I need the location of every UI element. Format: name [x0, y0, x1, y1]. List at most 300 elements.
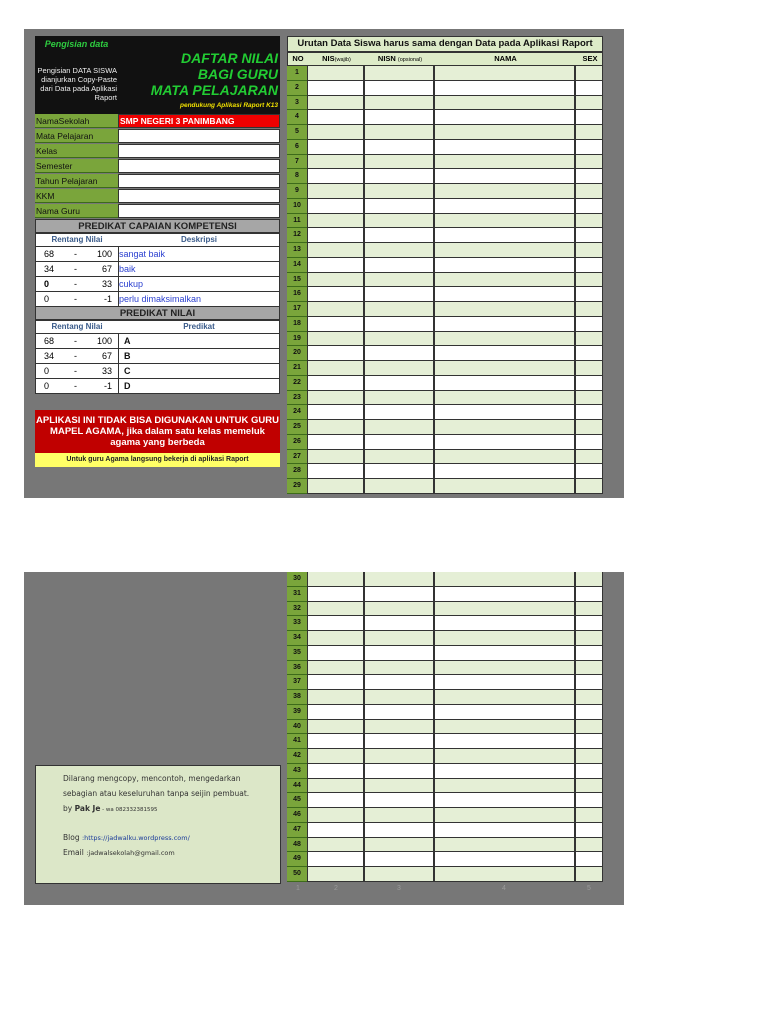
nis-cell[interactable]	[307, 661, 364, 676]
nisn-cell[interactable]	[364, 317, 434, 332]
nisn-cell[interactable]	[364, 125, 434, 140]
nis-cell[interactable]	[307, 690, 364, 705]
nama-cell[interactable]	[434, 214, 575, 229]
email-line	[63, 846, 175, 860]
range-dash: -	[74, 366, 77, 376]
sex-cell[interactable]	[575, 258, 603, 273]
range-dash: -	[74, 264, 77, 274]
nisn-cell[interactable]	[364, 391, 434, 406]
range-from: 0	[44, 279, 50, 289]
row-number: 13	[287, 243, 307, 258]
nisn-cell[interactable]	[364, 420, 434, 435]
sex-cell[interactable]	[575, 125, 603, 140]
nis-cell[interactable]	[307, 646, 364, 661]
nama-cell[interactable]	[434, 199, 575, 214]
sex-cell[interactable]	[575, 838, 603, 853]
table-row	[287, 675, 603, 690]
row-number: 17	[287, 302, 307, 317]
nama-cell[interactable]	[434, 391, 575, 406]
nama-cell[interactable]	[434, 705, 575, 720]
nisn-cell[interactable]	[364, 450, 434, 465]
table-row	[287, 450, 603, 465]
row-number: 20	[287, 346, 307, 361]
sex-cell[interactable]	[575, 616, 603, 631]
nama-cell[interactable]	[434, 228, 575, 243]
sex-cell[interactable]	[575, 779, 603, 794]
row-number: 32	[287, 602, 307, 617]
blog-line	[63, 831, 190, 845]
nis-cell[interactable]	[307, 214, 364, 229]
sex-cell[interactable]	[575, 199, 603, 214]
nisn-cell[interactable]	[364, 273, 434, 288]
nama-cell[interactable]	[434, 81, 575, 96]
nisn-cell[interactable]	[364, 631, 434, 646]
sex-cell[interactable]	[575, 346, 603, 361]
nis-cell[interactable]	[307, 720, 364, 735]
nis-cell[interactable]	[307, 420, 364, 435]
nis-cell[interactable]	[307, 287, 364, 302]
sex-cell[interactable]	[575, 572, 603, 587]
capaian-row	[35, 292, 280, 307]
sex-cell[interactable]	[575, 450, 603, 465]
range-description: sangat baik	[119, 249, 166, 259]
nama-cell[interactable]	[434, 450, 575, 465]
range-dash: -	[74, 294, 77, 304]
table-row	[287, 823, 603, 838]
nama-cell[interactable]	[434, 779, 575, 794]
sex-cell[interactable]	[575, 302, 603, 317]
nisn-cell[interactable]	[364, 243, 434, 258]
sex-cell[interactable]	[575, 734, 603, 749]
nis-cell[interactable]	[307, 572, 364, 587]
table-row	[287, 361, 603, 376]
sex-cell[interactable]	[575, 228, 603, 243]
row-number: 48	[287, 838, 307, 853]
nisn-cell[interactable]	[364, 705, 434, 720]
nisn-cell[interactable]	[364, 823, 434, 838]
nilai-header	[35, 320, 280, 334]
table-row	[287, 317, 603, 332]
row-number: 5	[287, 125, 307, 140]
nis-cell[interactable]	[307, 450, 364, 465]
nis-cell[interactable]	[307, 273, 364, 288]
form-row-kelas	[35, 144, 280, 158]
sex-cell[interactable]	[575, 690, 603, 705]
nama-cell[interactable]	[434, 405, 575, 420]
nisn-cell[interactable]	[364, 661, 434, 676]
nis-cell[interactable]	[307, 808, 364, 823]
range-dash: -	[74, 336, 77, 346]
nama-cell[interactable]	[434, 155, 575, 170]
divider	[118, 379, 119, 393]
sex-cell[interactable]	[575, 273, 603, 288]
form-value-kkm[interactable]	[118, 189, 280, 203]
row-number: 35	[287, 646, 307, 661]
sex-cell[interactable]	[575, 793, 603, 808]
nis-cell[interactable]	[307, 66, 364, 81]
nis-cell[interactable]	[307, 243, 364, 258]
nis-cell[interactable]	[307, 779, 364, 794]
nama-cell[interactable]	[434, 376, 575, 391]
nama-cell[interactable]	[434, 838, 575, 853]
nisn-cell[interactable]	[364, 852, 434, 867]
table-row	[287, 420, 603, 435]
sex-cell[interactable]	[575, 420, 603, 435]
sex-cell[interactable]	[575, 140, 603, 155]
table-row	[287, 346, 603, 361]
table-row	[287, 720, 603, 735]
form-value-kelas[interactable]	[118, 144, 280, 158]
row-number: 40	[287, 720, 307, 735]
nisn-cell[interactable]	[364, 808, 434, 823]
row-number: 15	[287, 273, 307, 288]
nisn-cell[interactable]	[364, 749, 434, 764]
copyright-line-2: sebagian atau keseluruhan tanpa seijin pembuat.	[63, 789, 250, 798]
nama-cell[interactable]	[434, 125, 575, 140]
nis-cell[interactable]	[307, 140, 364, 155]
nama-cell[interactable]	[434, 572, 575, 587]
nama-cell[interactable]	[434, 661, 575, 676]
divider	[118, 349, 119, 363]
row-number: 16	[287, 287, 307, 302]
nis-cell[interactable]	[307, 479, 364, 494]
nama-cell[interactable]	[434, 332, 575, 347]
nis-cell[interactable]	[307, 346, 364, 361]
pengisian-title: Pengisian data	[44, 39, 109, 49]
nisn-cell[interactable]	[364, 96, 434, 111]
nisn-cell[interactable]	[364, 169, 434, 184]
range-to: 67	[101, 264, 112, 274]
nis-cell[interactable]	[307, 96, 364, 111]
sex-cell[interactable]	[575, 720, 603, 735]
table-row	[287, 184, 603, 199]
nis-cell[interactable]	[307, 823, 364, 838]
nisn-cell[interactable]	[364, 587, 434, 602]
form-value-tahun[interactable]	[118, 174, 280, 188]
nis-cell[interactable]	[307, 81, 364, 96]
row-number: 39	[287, 705, 307, 720]
sex-cell[interactable]	[575, 66, 603, 81]
nis-cell[interactable]	[307, 405, 364, 420]
table-row	[287, 81, 603, 96]
nama-cell[interactable]	[434, 273, 575, 288]
form-value-sekolah[interactable]: SMP NEGERI 3 PANIMBANG	[118, 114, 280, 128]
sex-cell[interactable]	[575, 376, 603, 391]
nisn-cell[interactable]	[364, 155, 434, 170]
table-row	[287, 302, 603, 317]
sex-cell[interactable]	[575, 587, 603, 602]
nama-cell[interactable]	[434, 243, 575, 258]
table-row	[287, 405, 603, 420]
nisn-cell[interactable]	[364, 376, 434, 391]
nisn-cell[interactable]	[364, 616, 434, 631]
sex-cell[interactable]	[575, 287, 603, 302]
nis-cell[interactable]	[307, 125, 364, 140]
sex-cell[interactable]	[575, 405, 603, 420]
nis-cell[interactable]	[307, 169, 364, 184]
row-number: 26	[287, 435, 307, 450]
range-from: 0	[44, 366, 50, 376]
sex-cell[interactable]	[575, 332, 603, 347]
sex-cell[interactable]	[575, 184, 603, 199]
row-number: 19	[287, 332, 307, 347]
nisn-cell[interactable]	[364, 602, 434, 617]
nama-cell[interactable]	[434, 140, 575, 155]
title-line-3: MATA PELAJARAN	[150, 82, 278, 98]
sex-cell[interactable]	[575, 602, 603, 617]
nama-cell[interactable]	[434, 346, 575, 361]
nisn-cell[interactable]	[364, 720, 434, 735]
divider	[118, 334, 119, 348]
nis-cell[interactable]	[307, 332, 364, 347]
nisn-cell[interactable]	[364, 764, 434, 779]
nis-cell[interactable]	[307, 361, 364, 376]
sex-cell[interactable]	[575, 867, 603, 882]
author-name: Pak Je	[74, 804, 101, 813]
nama-cell[interactable]	[434, 184, 575, 199]
sex-cell[interactable]	[575, 464, 603, 479]
table-row	[287, 155, 603, 170]
sex-cell[interactable]	[575, 661, 603, 676]
sex-cell[interactable]	[575, 808, 603, 823]
nisn-cell[interactable]	[364, 690, 434, 705]
table-row	[287, 852, 603, 867]
row-number: 1	[287, 66, 307, 81]
email-value[interactable]: :jadwalsekolah@gmail.com	[86, 849, 175, 857]
column-number: 3	[397, 885, 401, 892]
sex-cell[interactable]	[575, 479, 603, 494]
nisn-cell[interactable]	[364, 140, 434, 155]
nama-cell[interactable]	[434, 587, 575, 602]
sex-cell[interactable]	[575, 391, 603, 406]
nama-cell[interactable]	[434, 720, 575, 735]
nisn-cell[interactable]	[364, 228, 434, 243]
by-prefix: by	[63, 804, 75, 813]
nisn-cell[interactable]	[364, 435, 434, 450]
nisn-cell[interactable]	[364, 793, 434, 808]
range-from: 0	[44, 381, 50, 391]
nama-cell[interactable]	[434, 616, 575, 631]
sex-cell[interactable]	[575, 96, 603, 111]
nis-cell[interactable]	[307, 317, 364, 332]
form-row-kkm	[35, 189, 280, 203]
author-line	[63, 802, 158, 817]
nis-cell[interactable]	[307, 749, 364, 764]
nama-cell[interactable]	[434, 66, 575, 81]
nisn-cell[interactable]	[364, 464, 434, 479]
nis-cell[interactable]	[307, 705, 364, 720]
copyright-box	[35, 765, 281, 884]
title-subtitle: pendukung Aplikasi Raport K13	[180, 102, 278, 109]
nis-cell[interactable]	[307, 155, 364, 170]
table-row	[287, 464, 603, 479]
nis-cell[interactable]	[307, 110, 364, 125]
nis-cell[interactable]	[307, 867, 364, 882]
nama-cell[interactable]	[434, 258, 575, 273]
nilai-row	[35, 364, 280, 379]
nama-cell[interactable]	[434, 435, 575, 450]
row-number: 49	[287, 852, 307, 867]
title-line-2: BAGI GURU	[197, 66, 278, 82]
sex-cell[interactable]	[575, 155, 603, 170]
nama-cell[interactable]	[434, 852, 575, 867]
row-number: 46	[287, 808, 307, 823]
nisn-cell[interactable]	[364, 361, 434, 376]
nis-cell[interactable]	[307, 764, 364, 779]
header-nisn	[365, 53, 435, 66]
sex-cell[interactable]	[575, 749, 603, 764]
table-row	[287, 631, 603, 646]
nis-cell[interactable]	[307, 616, 364, 631]
nis-cell[interactable]	[307, 793, 364, 808]
nisn-cell[interactable]	[364, 214, 434, 229]
nisn-cell[interactable]	[364, 405, 434, 420]
nis-cell[interactable]	[307, 376, 364, 391]
predikat-value: B	[124, 351, 131, 361]
table-row	[287, 258, 603, 273]
row-number: 27	[287, 450, 307, 465]
nama-cell[interactable]	[434, 464, 575, 479]
range-to: 100	[96, 336, 112, 346]
nama-cell[interactable]	[434, 646, 575, 661]
form-label: KKM	[35, 189, 118, 203]
nilai-row	[35, 334, 280, 349]
nisn-cell[interactable]	[364, 734, 434, 749]
form-value-semester[interactable]	[118, 159, 280, 173]
nama-cell[interactable]	[434, 749, 575, 764]
sex-cell[interactable]	[575, 243, 603, 258]
sex-cell[interactable]	[575, 110, 603, 125]
nama-cell[interactable]	[434, 110, 575, 125]
form-row-guru	[35, 204, 280, 218]
nama-cell[interactable]	[434, 631, 575, 646]
range-from: 0	[44, 294, 50, 304]
sex-cell[interactable]	[575, 317, 603, 332]
nisn-cell[interactable]	[364, 81, 434, 96]
nisn-cell[interactable]	[364, 779, 434, 794]
nama-cell[interactable]	[434, 302, 575, 317]
nama-cell[interactable]	[434, 361, 575, 376]
nis-cell[interactable]	[307, 391, 364, 406]
nisn-cell[interactable]	[364, 184, 434, 199]
nis-cell[interactable]	[307, 631, 364, 646]
form-value-mapel[interactable]	[118, 129, 280, 143]
nisn-cell[interactable]	[364, 479, 434, 494]
nisn-cell[interactable]	[364, 110, 434, 125]
nisn-cell[interactable]	[364, 332, 434, 347]
nisn-cell[interactable]	[364, 838, 434, 853]
header-nis-label: NIS	[322, 54, 335, 63]
sex-cell[interactable]	[575, 631, 603, 646]
sex-cell[interactable]	[575, 646, 603, 661]
nama-cell[interactable]	[434, 287, 575, 302]
form-row-tahun	[35, 174, 280, 188]
nis-cell[interactable]	[307, 302, 364, 317]
nisn-cell[interactable]	[364, 675, 434, 690]
nama-cell[interactable]	[434, 420, 575, 435]
sex-cell[interactable]	[575, 852, 603, 867]
nisn-cell[interactable]	[364, 867, 434, 882]
nis-cell[interactable]	[307, 258, 364, 273]
nama-cell[interactable]	[434, 675, 575, 690]
nis-cell[interactable]	[307, 838, 364, 853]
row-number: 31	[287, 587, 307, 602]
sex-cell[interactable]	[575, 764, 603, 779]
capaian-row	[35, 262, 280, 277]
header-nis-note: (wajib)	[334, 57, 351, 63]
range-to: -1	[103, 294, 112, 304]
nisn-cell[interactable]	[364, 258, 434, 273]
table-row	[287, 838, 603, 853]
table-row	[287, 479, 603, 494]
nama-cell[interactable]	[434, 808, 575, 823]
nisn-cell[interactable]	[364, 287, 434, 302]
sex-cell[interactable]	[575, 435, 603, 450]
nama-cell[interactable]	[434, 96, 575, 111]
sex-cell[interactable]	[575, 361, 603, 376]
row-number: 3	[287, 96, 307, 111]
sex-cell[interactable]	[575, 81, 603, 96]
nisn-cell[interactable]	[364, 346, 434, 361]
nis-cell[interactable]	[307, 675, 364, 690]
nama-cell[interactable]	[434, 764, 575, 779]
nis-cell[interactable]	[307, 602, 364, 617]
nama-cell[interactable]	[434, 734, 575, 749]
table-row	[287, 199, 603, 214]
header-nisn-note: (opsional)	[397, 57, 423, 63]
table-row	[287, 214, 603, 229]
nis-cell[interactable]	[307, 184, 364, 199]
nis-cell[interactable]	[307, 228, 364, 243]
nisn-cell[interactable]	[364, 572, 434, 587]
nisn-cell[interactable]	[364, 66, 434, 81]
sex-cell[interactable]	[575, 705, 603, 720]
nama-cell[interactable]	[434, 317, 575, 332]
range-to: 67	[101, 351, 112, 361]
nis-cell[interactable]	[307, 734, 364, 749]
nama-cell[interactable]	[434, 867, 575, 882]
nama-cell[interactable]	[434, 602, 575, 617]
form-label: Semester	[35, 159, 118, 173]
nama-cell[interactable]	[434, 793, 575, 808]
email-label: Email	[63, 848, 84, 857]
sheet-page-1	[24, 29, 624, 498]
nama-cell[interactable]	[434, 169, 575, 184]
header-nama: NAMA	[494, 54, 517, 63]
nis-cell[interactable]	[307, 852, 364, 867]
nama-cell[interactable]	[434, 823, 575, 838]
nisn-cell[interactable]	[364, 646, 434, 661]
nama-cell[interactable]	[434, 479, 575, 494]
form-value-guru[interactable]	[118, 204, 280, 218]
sex-cell[interactable]	[575, 169, 603, 184]
sex-cell[interactable]	[575, 823, 603, 838]
nis-cell[interactable]	[307, 199, 364, 214]
range-dash: -	[74, 351, 77, 361]
range-from: 34	[44, 351, 55, 361]
sex-cell[interactable]	[575, 675, 603, 690]
nis-cell[interactable]	[307, 435, 364, 450]
table-row	[287, 734, 603, 749]
sex-cell[interactable]	[575, 214, 603, 229]
nisn-cell[interactable]	[364, 199, 434, 214]
nisn-cell[interactable]	[364, 302, 434, 317]
nis-cell[interactable]	[307, 587, 364, 602]
nis-cell[interactable]	[307, 464, 364, 479]
nama-cell[interactable]	[434, 690, 575, 705]
blog-link[interactable]: :https://jadwalku.wordpress.com/	[81, 834, 190, 842]
row-number: 24	[287, 405, 307, 420]
